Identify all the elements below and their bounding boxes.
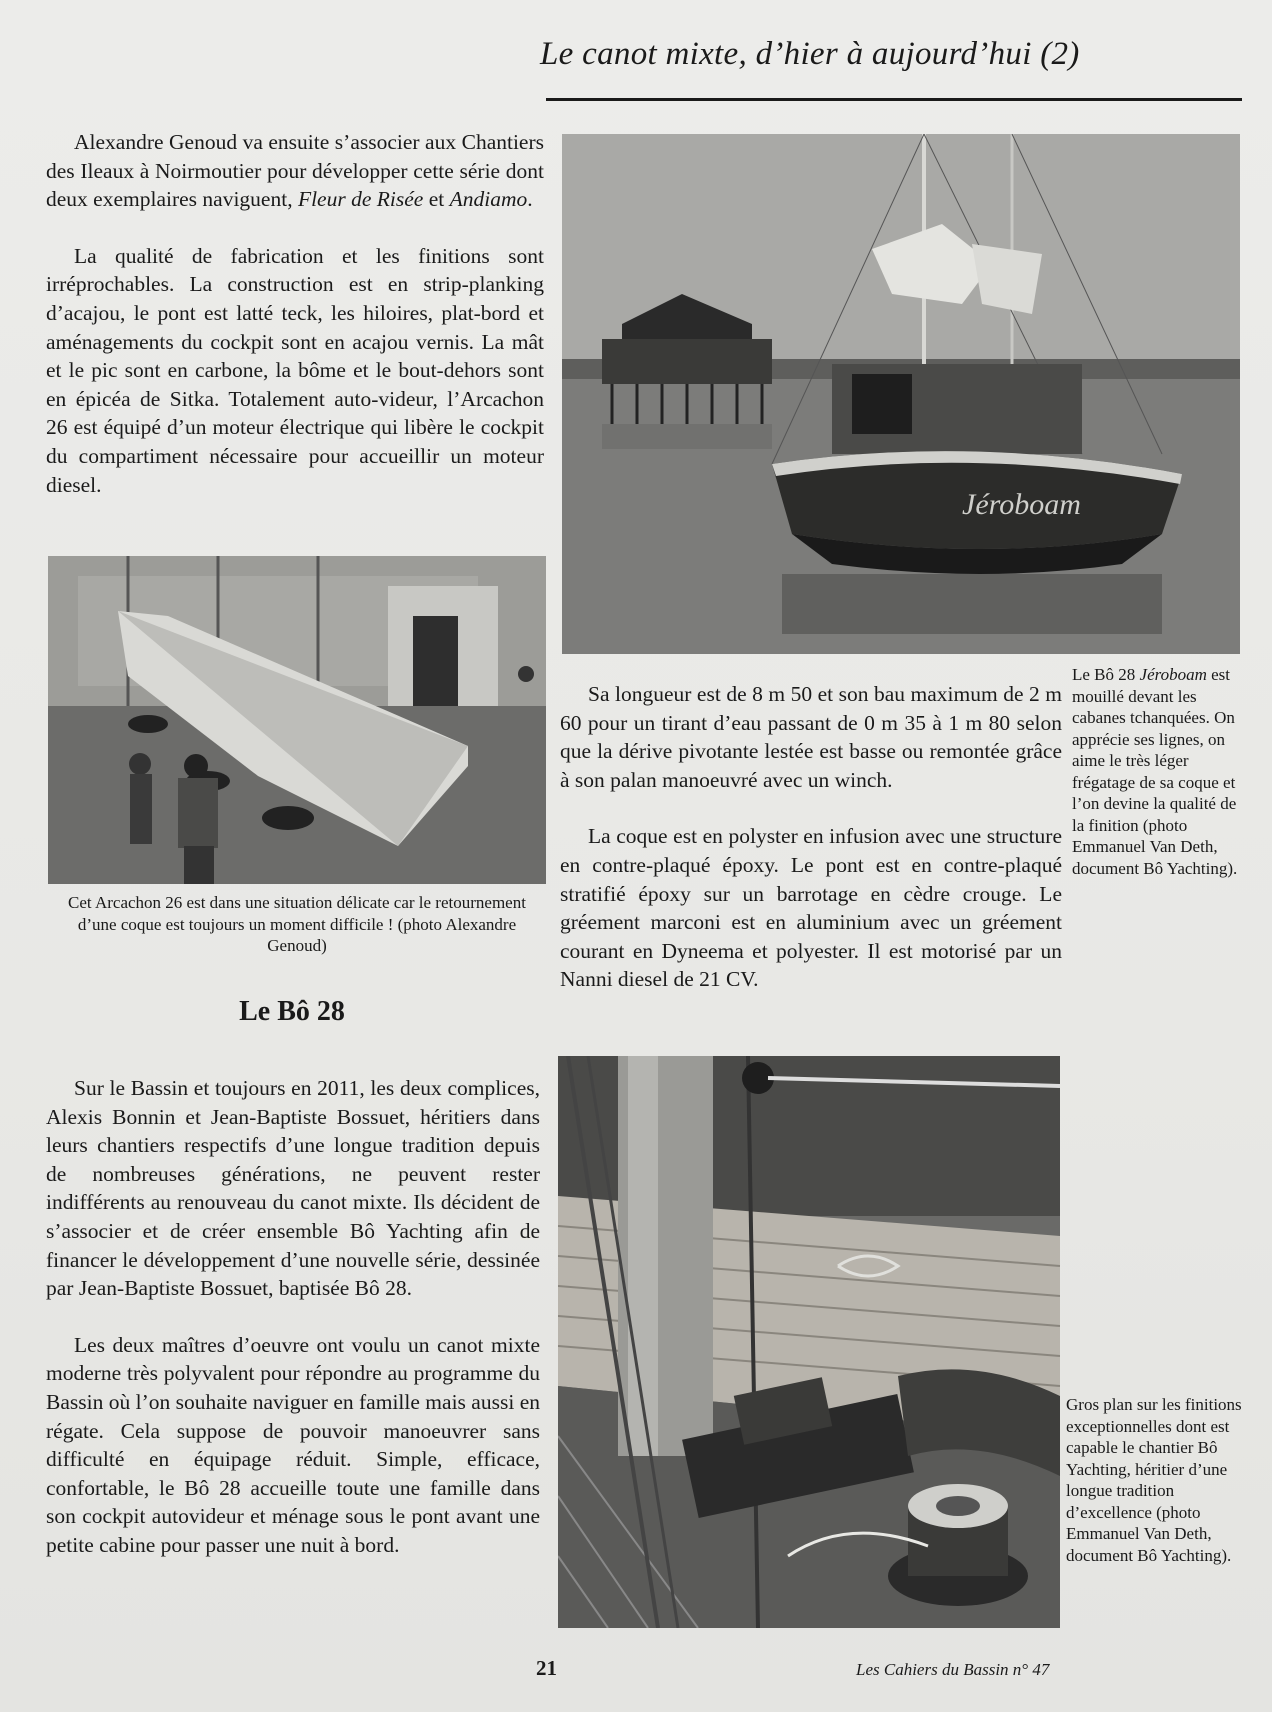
deck-illustration bbox=[558, 1056, 1060, 1628]
deck-photo bbox=[558, 1056, 1060, 1628]
intro-p1-text: Alexandre Genoud va ensuite s’associer aux Chantiers des Ileaux à Noirmoutier pour développer cette série dont deux exemplaires naviguent, bbox=[46, 130, 544, 212]
section-title: Le Bô 28 bbox=[239, 996, 345, 1027]
boat-caption bbox=[1072, 664, 1248, 879]
boat-photo bbox=[562, 134, 1240, 654]
boat-caption-boat-name: Jéroboam bbox=[1139, 665, 1207, 684]
boat-caption-start: Le Bô 28 bbox=[1072, 665, 1140, 684]
section-paragraph-1: Sur le Bassin et toujours en 2011, les deux complices, Alexis Bonnin et Jean-Baptiste Bossuet, héritiers dans leurs chantiers respectifs d’une longue tradition depuis de nombreuses générations, ne peuvent rester indifférents au renouveau du canot mixte. Ils décident de s’associer et de créer ensemble Bô Yachting afin de financer le développement d’une nouvelle série, dessinée par Jean-Baptiste Bossuet, baptisée Bô 28. bbox=[46, 1076, 540, 1301]
boat-name-andiamo: Andiamo bbox=[449, 187, 528, 212]
section-paragraph-2: Les deux maîtres d’oeuvre ont voulu un canot mixte moderne très polyvalent pour répondre au programme du Bassin où l’on souhaite naviguer en famille mais aussi en régate. Cela suppose de pouvoir manoeuvrer sans difficulté en équipage réduit. Simple, efficace, confortable, le Bô 28 accueille toute une famille dans son cockpit autovideur et ménage sous le pont avant une petite cabine pour passer une nuit à bord. bbox=[46, 1332, 540, 1557]
publication-title: Les Cahiers du Bassin n° 47 bbox=[856, 1660, 1050, 1679]
intro-p1-end: . bbox=[527, 187, 533, 212]
running-title: Le canot mixte, d’hier à aujourd’hui (2) bbox=[540, 36, 1080, 72]
workshop-photo bbox=[48, 556, 546, 884]
boat-illustration bbox=[562, 134, 1240, 654]
stern-name-text: Jéroboam bbox=[962, 488, 1081, 521]
intro-p1-conjunction: et bbox=[423, 187, 450, 212]
deck-caption: Gros plan sur les finitions exceptionnelles dont est capable le chantier Bô Yachting, héritier d’une longue tradition d’excellence (photo Emmanuel Van Deth, document Bô Yachting). bbox=[1066, 1395, 1242, 1565]
intro-paragraph-2: La qualité de fabrication et les finitions sont irréprochables. La construction est en strip-planking d’acajou, le pont est latté teck, les hiloires, plat-bord et aménagements du cockpit sont en acajou vernis. La mât et le pic sont en carbone, la bôme et le bout-dehors sont en épicéa de Sitka. Totalement auto-videur, l’Arcachon 26 est équipé d’un moteur électrique qui libère le cockpit du compartiment nécessaire pour accueillir un moteur diesel. bbox=[46, 243, 544, 497]
intro-paragraph-1 bbox=[46, 128, 544, 214]
header-rule bbox=[546, 98, 1242, 101]
workshop-caption: Cet Arcachon 26 est dans une situation délicate car le retournement d’une coque est toujours un moment difficile ! (photo Alexandre Genoud) bbox=[68, 893, 526, 955]
specs-paragraph-1: Sa longueur est de 8 m 50 et son bau maximum de 2 m 60 pour un tirant d’eau passant de 0 m 35 à 1 m 80 selon que la dérive pivotante lestée est basse ou remontée grâce à son palan manoeuvré avec un winch. bbox=[560, 682, 1062, 792]
page-number: 21 bbox=[536, 1656, 557, 1680]
specs-paragraph-2: La coque est en polyster en infusion avec une structure en contre-plaqué époxy. Le pont est en contre-plaqué stratifié époxy sur un barrotage en cèdre crouge. Le gréement marconi est en aluminium avec un gréement courant en Dyneema et polyester. Il est motorisé par un Nanni diesel de 21 CV. bbox=[560, 824, 1062, 992]
intro-text bbox=[46, 128, 544, 499]
section-text bbox=[46, 1074, 540, 1560]
specs-text bbox=[560, 680, 1062, 994]
workshop-illustration bbox=[48, 556, 546, 884]
boat-name-fleur-de-risee: Fleur de Risée bbox=[297, 187, 424, 212]
boat-caption-rest: est mouillé devant les cabanes tchanquées. On apprécie ses lignes, on aime le très léger frégatage de sa coque et l’on devine la qualité de la finition (photo Emmanuel Van Deth, document Bô Yachting). bbox=[1072, 665, 1238, 878]
